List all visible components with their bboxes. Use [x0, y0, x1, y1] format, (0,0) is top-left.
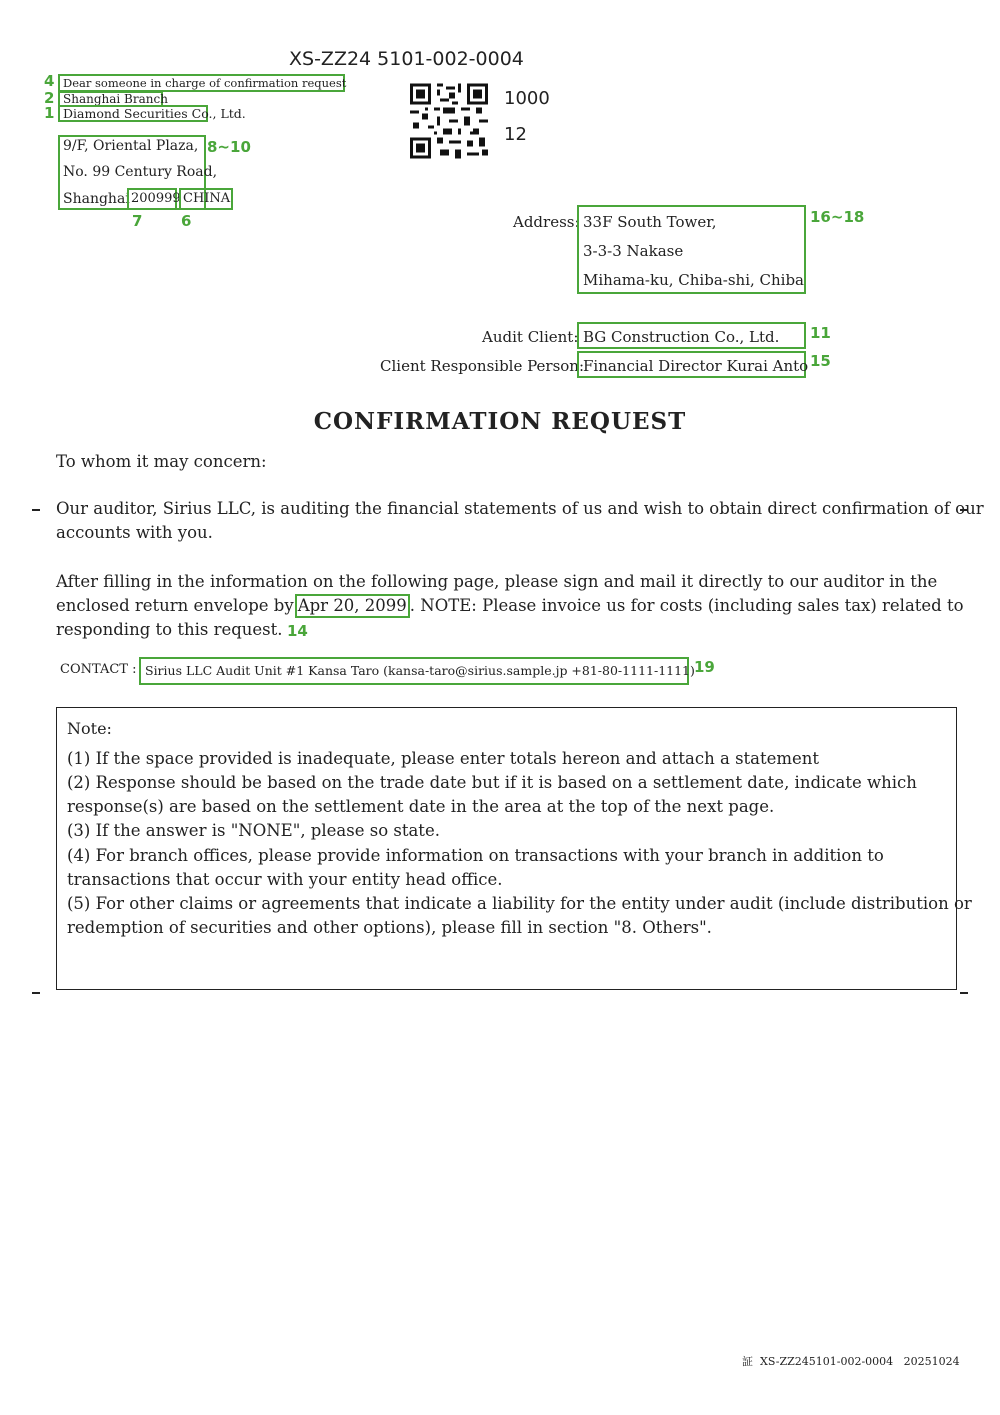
qr-code — [410, 83, 488, 159]
paragraph-1-line-1: Our auditor, Sirius LLC, is auditing the financial statements of us and wish to obtain direct confirmation of our — [56, 499, 984, 518]
client-address-line2: 3-3-3 Nakase — [583, 242, 684, 260]
annotation-15: 15 — [810, 352, 831, 370]
recipient-attention: Dear someone in charge of confirmation request — [63, 76, 347, 90]
recipient-city: Shanghai — [63, 191, 130, 207]
annotation-8-10: 8~10 — [207, 138, 251, 156]
recipient-branch: Shanghai Branch — [63, 92, 168, 106]
document-id: XS-ZZ24 5101-002-0004 — [289, 48, 524, 70]
contact-value: Sirius LLC Audit Unit #1 Kansa Taro (kansa-taro@sirius.sample.jp +81-80-1111-1111) — [145, 663, 695, 678]
client-address-line3: Mihama-ku, Chiba-shi, Chiba — [583, 271, 805, 289]
annotation-6: 6 — [181, 212, 192, 230]
note-line: response(s) are based on the settlement date in the area at the top of the next page. — [67, 797, 775, 816]
annotation-4: 4 — [44, 72, 55, 90]
responsible-person-label: Client Responsible Person: — [380, 357, 585, 375]
recipient-address-line1: 9/F, Oriental Plaza, — [63, 138, 199, 154]
paragraph-1-line-2: accounts with you. — [56, 523, 213, 542]
responsible-person-value: Financial Director Kurai Anto — [583, 357, 809, 375]
margin-mark-right-bottom — [960, 992, 968, 994]
note-box — [56, 707, 972, 990]
note-line: (1) If the space provided is inadequate, please enter totals hereon and attach a statement — [67, 749, 820, 768]
paragraph-2-line-1: After filling in the information on the following page, please sign and mail it directly to our auditor in the — [56, 572, 938, 591]
annotation-1: 1 — [44, 104, 55, 122]
recipient-address-line2: No. 99 Century Road, — [63, 164, 218, 180]
margin-mark-left — [32, 509, 40, 511]
footer-reference: 証 XS-ZZ245101-002-0004 20251024 — [742, 1355, 960, 1368]
note-heading: Note: — [67, 719, 112, 738]
note-line: (5) For other claims or agreements that indicate a liability for the entity under audit (include distribution or — [67, 894, 972, 913]
note-line: redemption of securities and other options), please fill in section "8. Others". — [67, 918, 712, 937]
audit-client-value: BG Construction Co., Ltd. — [583, 328, 780, 346]
contact-label: CONTACT : — [60, 662, 137, 677]
annotation-2: 2 — [44, 89, 55, 107]
salutation: To whom it may concern: — [56, 452, 267, 471]
recipient-company: Diamond Securities Co., Ltd. — [63, 106, 246, 121]
paragraph-2-line-2-pre: enclosed return envelope by — [56, 596, 294, 615]
page-title: CONFIRMATION REQUEST — [313, 408, 687, 435]
qr-number-1000: 1000 — [504, 88, 550, 109]
qr-number-12: 12 — [504, 124, 527, 145]
annotation-11: 11 — [810, 324, 831, 342]
margin-mark-left-bottom — [32, 992, 40, 994]
annotation-7: 7 — [132, 212, 143, 230]
paragraph-2-line-2 — [56, 594, 964, 619]
note-line: (4) For branch offices, please provide information on transactions with your branch in addition to — [67, 846, 884, 865]
recipient-postal-code: 200999 — [131, 191, 181, 206]
due-date: Apr 20, 2099 — [295, 594, 410, 618]
paragraph-2-line-3: responding to this request. — [56, 620, 283, 639]
note-line: (3) If the answer is "NONE", please so state. — [67, 821, 440, 840]
client-address-line1: 33F South Tower, — [583, 213, 717, 231]
address-label: Address: — [513, 213, 580, 231]
annotation-16-18: 16~18 — [810, 208, 865, 226]
note-line: transactions that occur with your entity head office. — [67, 870, 503, 889]
annotation-19: 19 — [694, 658, 715, 676]
recipient-country: CHINA — [183, 191, 231, 206]
audit-client-label: Audit Client: — [482, 328, 579, 346]
paragraph-2-line-2-post: . NOTE: Please invoice us for costs (including sales tax) related to — [409, 596, 964, 615]
note-line: (2) Response should be based on the trade date but if it is based on a settlement date, indicate which — [67, 773, 917, 792]
annotation-14: 14 — [287, 622, 308, 640]
